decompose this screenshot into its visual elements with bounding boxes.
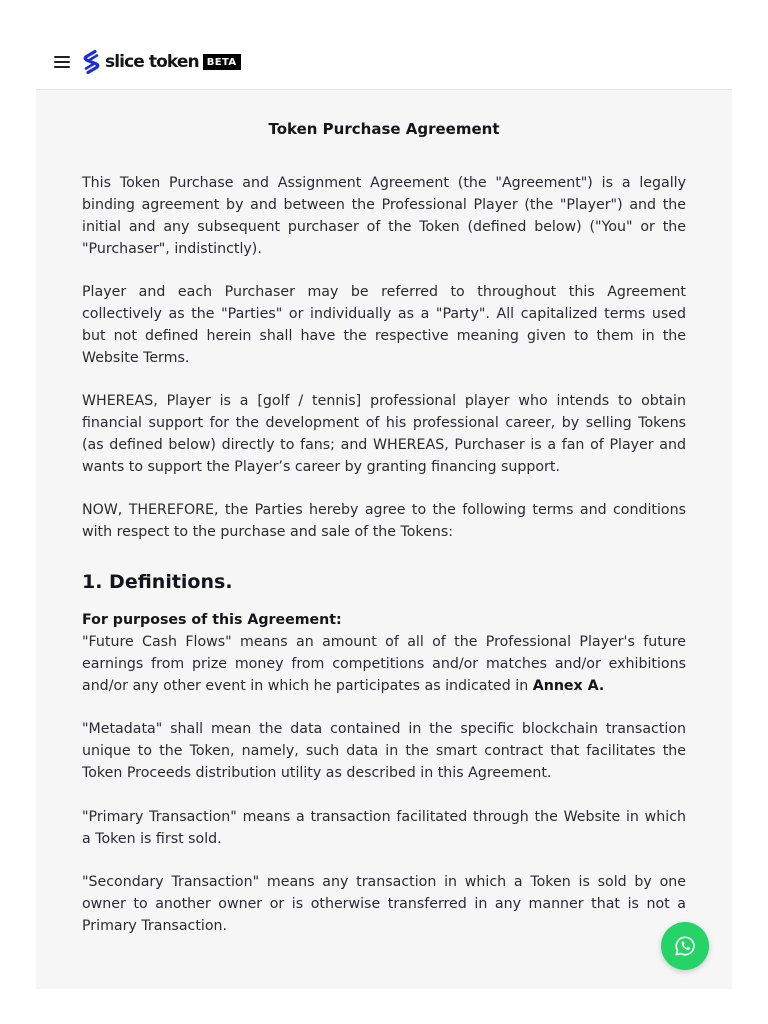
slice-token-logo-icon <box>82 50 101 74</box>
whatsapp-button[interactable] <box>661 922 709 970</box>
beta-badge: BETA <box>203 54 241 70</box>
agreement-panel <box>36 89 732 989</box>
page-title: Token Purchase Agreement <box>268 120 500 138</box>
annex-reference: Annex A. <box>532 678 605 694</box>
future-cash-flows-text: "Future Cash Flows" means an amount of all of the Professional Player's future earnings from prize money from competitions and/or matches and/or exhibitions and/or any other event in which he participates as indicated in <box>82 634 686 694</box>
intro-paragraph: NOW, THEREFORE, the Parties hereby agree to the following terms and conditions with respect to the purchase and sale of the Tokens: <box>82 502 686 540</box>
whatsapp-icon <box>674 935 696 957</box>
top-header <box>0 0 768 89</box>
intro-paragraph: This Token Purchase and Assignment Agreement (the "Agreement") is a legally binding agreement by and between the Professional Player (the "Player") and the initial and any subsequent purchaser of the Token (defined below) ("You" or the "Purchaser", indistinctly). <box>82 175 686 257</box>
intro-paragraph: WHEREAS, Player is a [golf / tennis] professional player who intends to obtain financial support for the development of his professional career, by selling Tokens (as defined below) directly to fans; and WHEREAS, Purchaser is a fan of Player and wants to support the Player’s career by granting financing support. <box>82 393 686 475</box>
slice-token-logo[interactable] <box>82 49 241 75</box>
section-lead: For purposes of this Agreement: <box>82 612 342 628</box>
hamburger-menu-icon[interactable] <box>53 54 72 70</box>
intro-paragraph: Player and each Purchaser may be referred to throughout this Agreement collectively as the "Parties" or individually as a "Party". All capitalized terms used but not defined herein shall have the respective meaning given to them in the Website Terms. <box>82 284 686 366</box>
definition-paragraph: "Secondary Transaction" means any transaction in which a Token is sold by one owner to another owner or is otherwise transferred in any manner that is not a Primary Transaction. <box>82 874 686 934</box>
brand-name: slice token <box>105 52 199 72</box>
definition-paragraph <box>82 631 686 697</box>
section-heading: 1. Definitions. <box>82 571 233 593</box>
definition-paragraph: "Primary Transaction" means a transaction facilitated through the Website in which a Token is first sold. <box>82 809 686 847</box>
definition-paragraph: "Metadata" shall mean the data contained in the specific blockchain transaction unique to the Token, namely, such data in the smart contract that facilitates the Token Proceeds distribution utility as described in this Agreement. <box>82 721 686 781</box>
